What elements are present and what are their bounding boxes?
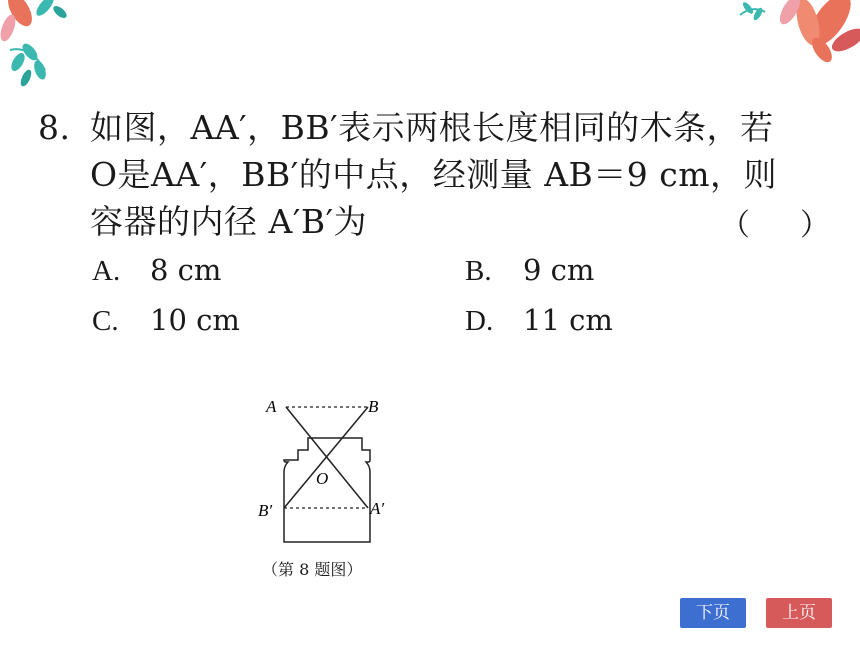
option-c-text: 10 cm	[150, 303, 240, 337]
option-d-letter: D.	[465, 305, 494, 337]
label-a-prime: A′	[370, 499, 385, 518]
option-c[interactable]	[92, 303, 240, 338]
option-c-letter: C.	[92, 305, 119, 337]
container-figure	[250, 390, 410, 550]
option-d[interactable]	[465, 303, 613, 338]
question-line-2	[90, 155, 777, 195]
option-d-text: 11 cm	[523, 303, 613, 337]
answer-paren-open: （	[720, 208, 750, 243]
figure-caption: （第 8 题图）	[262, 560, 363, 579]
next-page-button[interactable]: 下页	[680, 598, 746, 628]
previous-page-button[interactable]: 上页	[766, 598, 832, 628]
option-a[interactable]	[92, 253, 221, 288]
decorative-leaves-top-left	[0, 0, 80, 95]
decorative-leaves-top-right	[730, 0, 860, 70]
label-b: B	[368, 397, 379, 416]
option-b-text: 9 cm	[523, 253, 595, 287]
answer-paren-close: ）	[800, 208, 830, 243]
option-b-letter: B.	[465, 255, 492, 287]
question-line-3	[90, 202, 367, 242]
label-b-prime: B′	[258, 501, 273, 520]
option-a-letter: A.	[92, 255, 121, 287]
question-text-line-1: 如图，AA′，BB′表示两根长度相同的木条，若	[90, 108, 774, 147]
question-line-1	[38, 108, 774, 148]
question-text-line-3: 容器的内径 A′B′为	[90, 202, 368, 241]
jar-outline	[284, 438, 370, 542]
label-a: A	[266, 397, 277, 416]
option-b[interactable]	[465, 253, 594, 288]
label-o: O	[316, 469, 329, 488]
option-a-text: 8 cm	[150, 253, 222, 287]
answer-blank[interactable]	[720, 200, 830, 244]
question-text-line-2: O是AA′，BB′的中点，经测量 AB＝9 cm，则	[90, 155, 778, 194]
question-number: 8.	[38, 108, 71, 147]
